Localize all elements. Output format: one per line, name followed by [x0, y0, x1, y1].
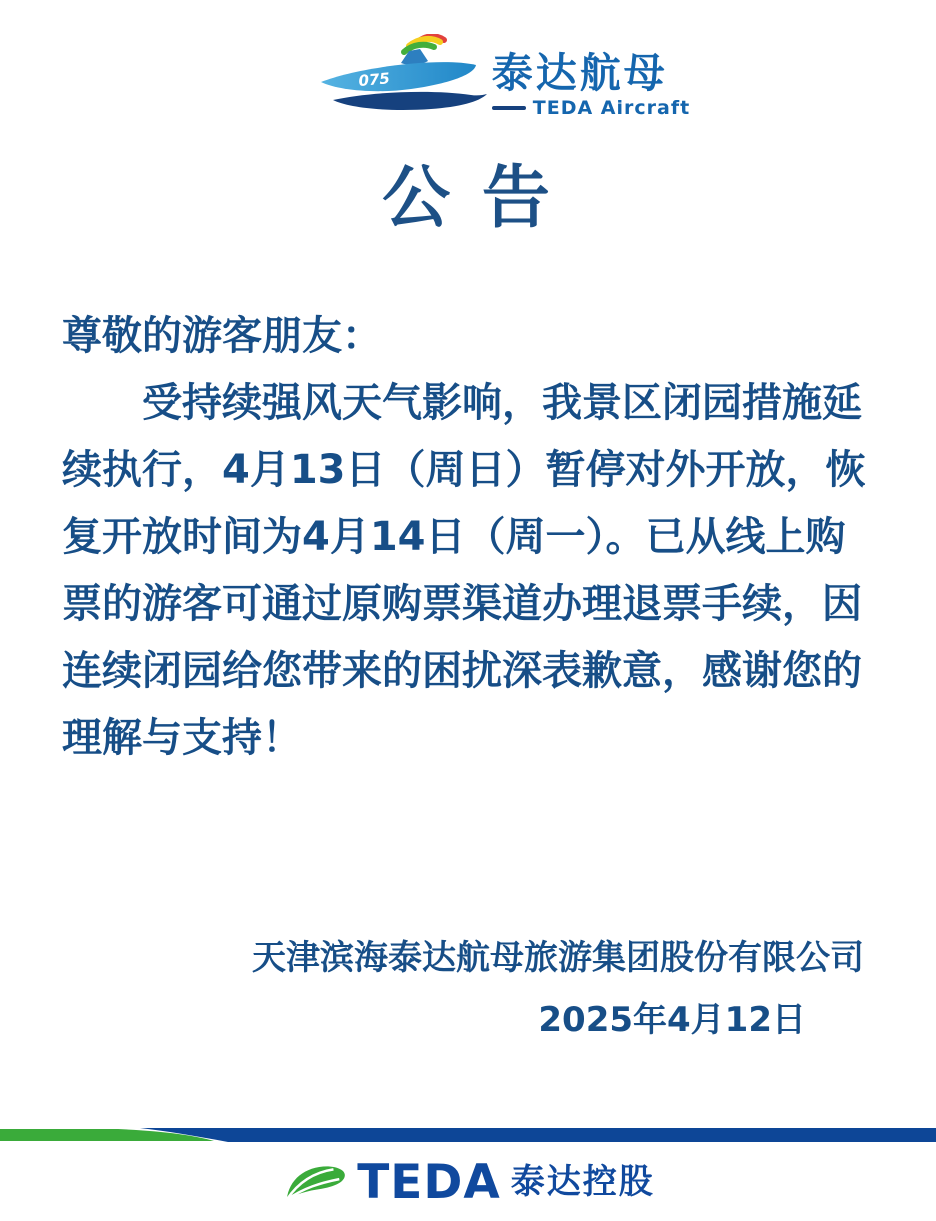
footer-logo-en: TEDA: [357, 1154, 501, 1210]
footer-logo-cn: 泰达控股: [510, 1162, 655, 1202]
notice-body: [62, 303, 879, 772]
signature-date: 2025年4月12日: [538, 1000, 806, 1040]
signature-company: 天津滨海泰达航母旅游集团股份有限公司: [252, 938, 864, 978]
brand-name-cn: 泰达航母: [491, 48, 668, 97]
notice-title: 公 告: [382, 159, 554, 238]
brand-underline: [492, 106, 526, 110]
teda-holding-logo: [0, 1156, 936, 1208]
salutation: 尊敬的游客朋友：: [62, 313, 382, 359]
teda-aircraft-logo: [318, 34, 690, 130]
brand-text: [491, 48, 691, 120]
hull-number: 075: [357, 69, 391, 90]
brand-name-en: TEDA Aircraft: [532, 97, 691, 120]
teda-fan-icon: [281, 1158, 349, 1206]
aircraft-carrier-icon: [318, 34, 490, 130]
footer-divider-bar: [0, 1128, 936, 1143]
notice-paragraph: 受持续强风天气影响，我景区闭园措施延续执行，4月13日（周日）暂停对外开放，恢复开放时间为4月14日（周一）。已从线上购票的游客可通过原购票渠道办理退票手续，因连续闭园给您带来的困扰深表歉意，感谢您的理解与支持！: [62, 380, 866, 761]
header: [0, 34, 936, 130]
